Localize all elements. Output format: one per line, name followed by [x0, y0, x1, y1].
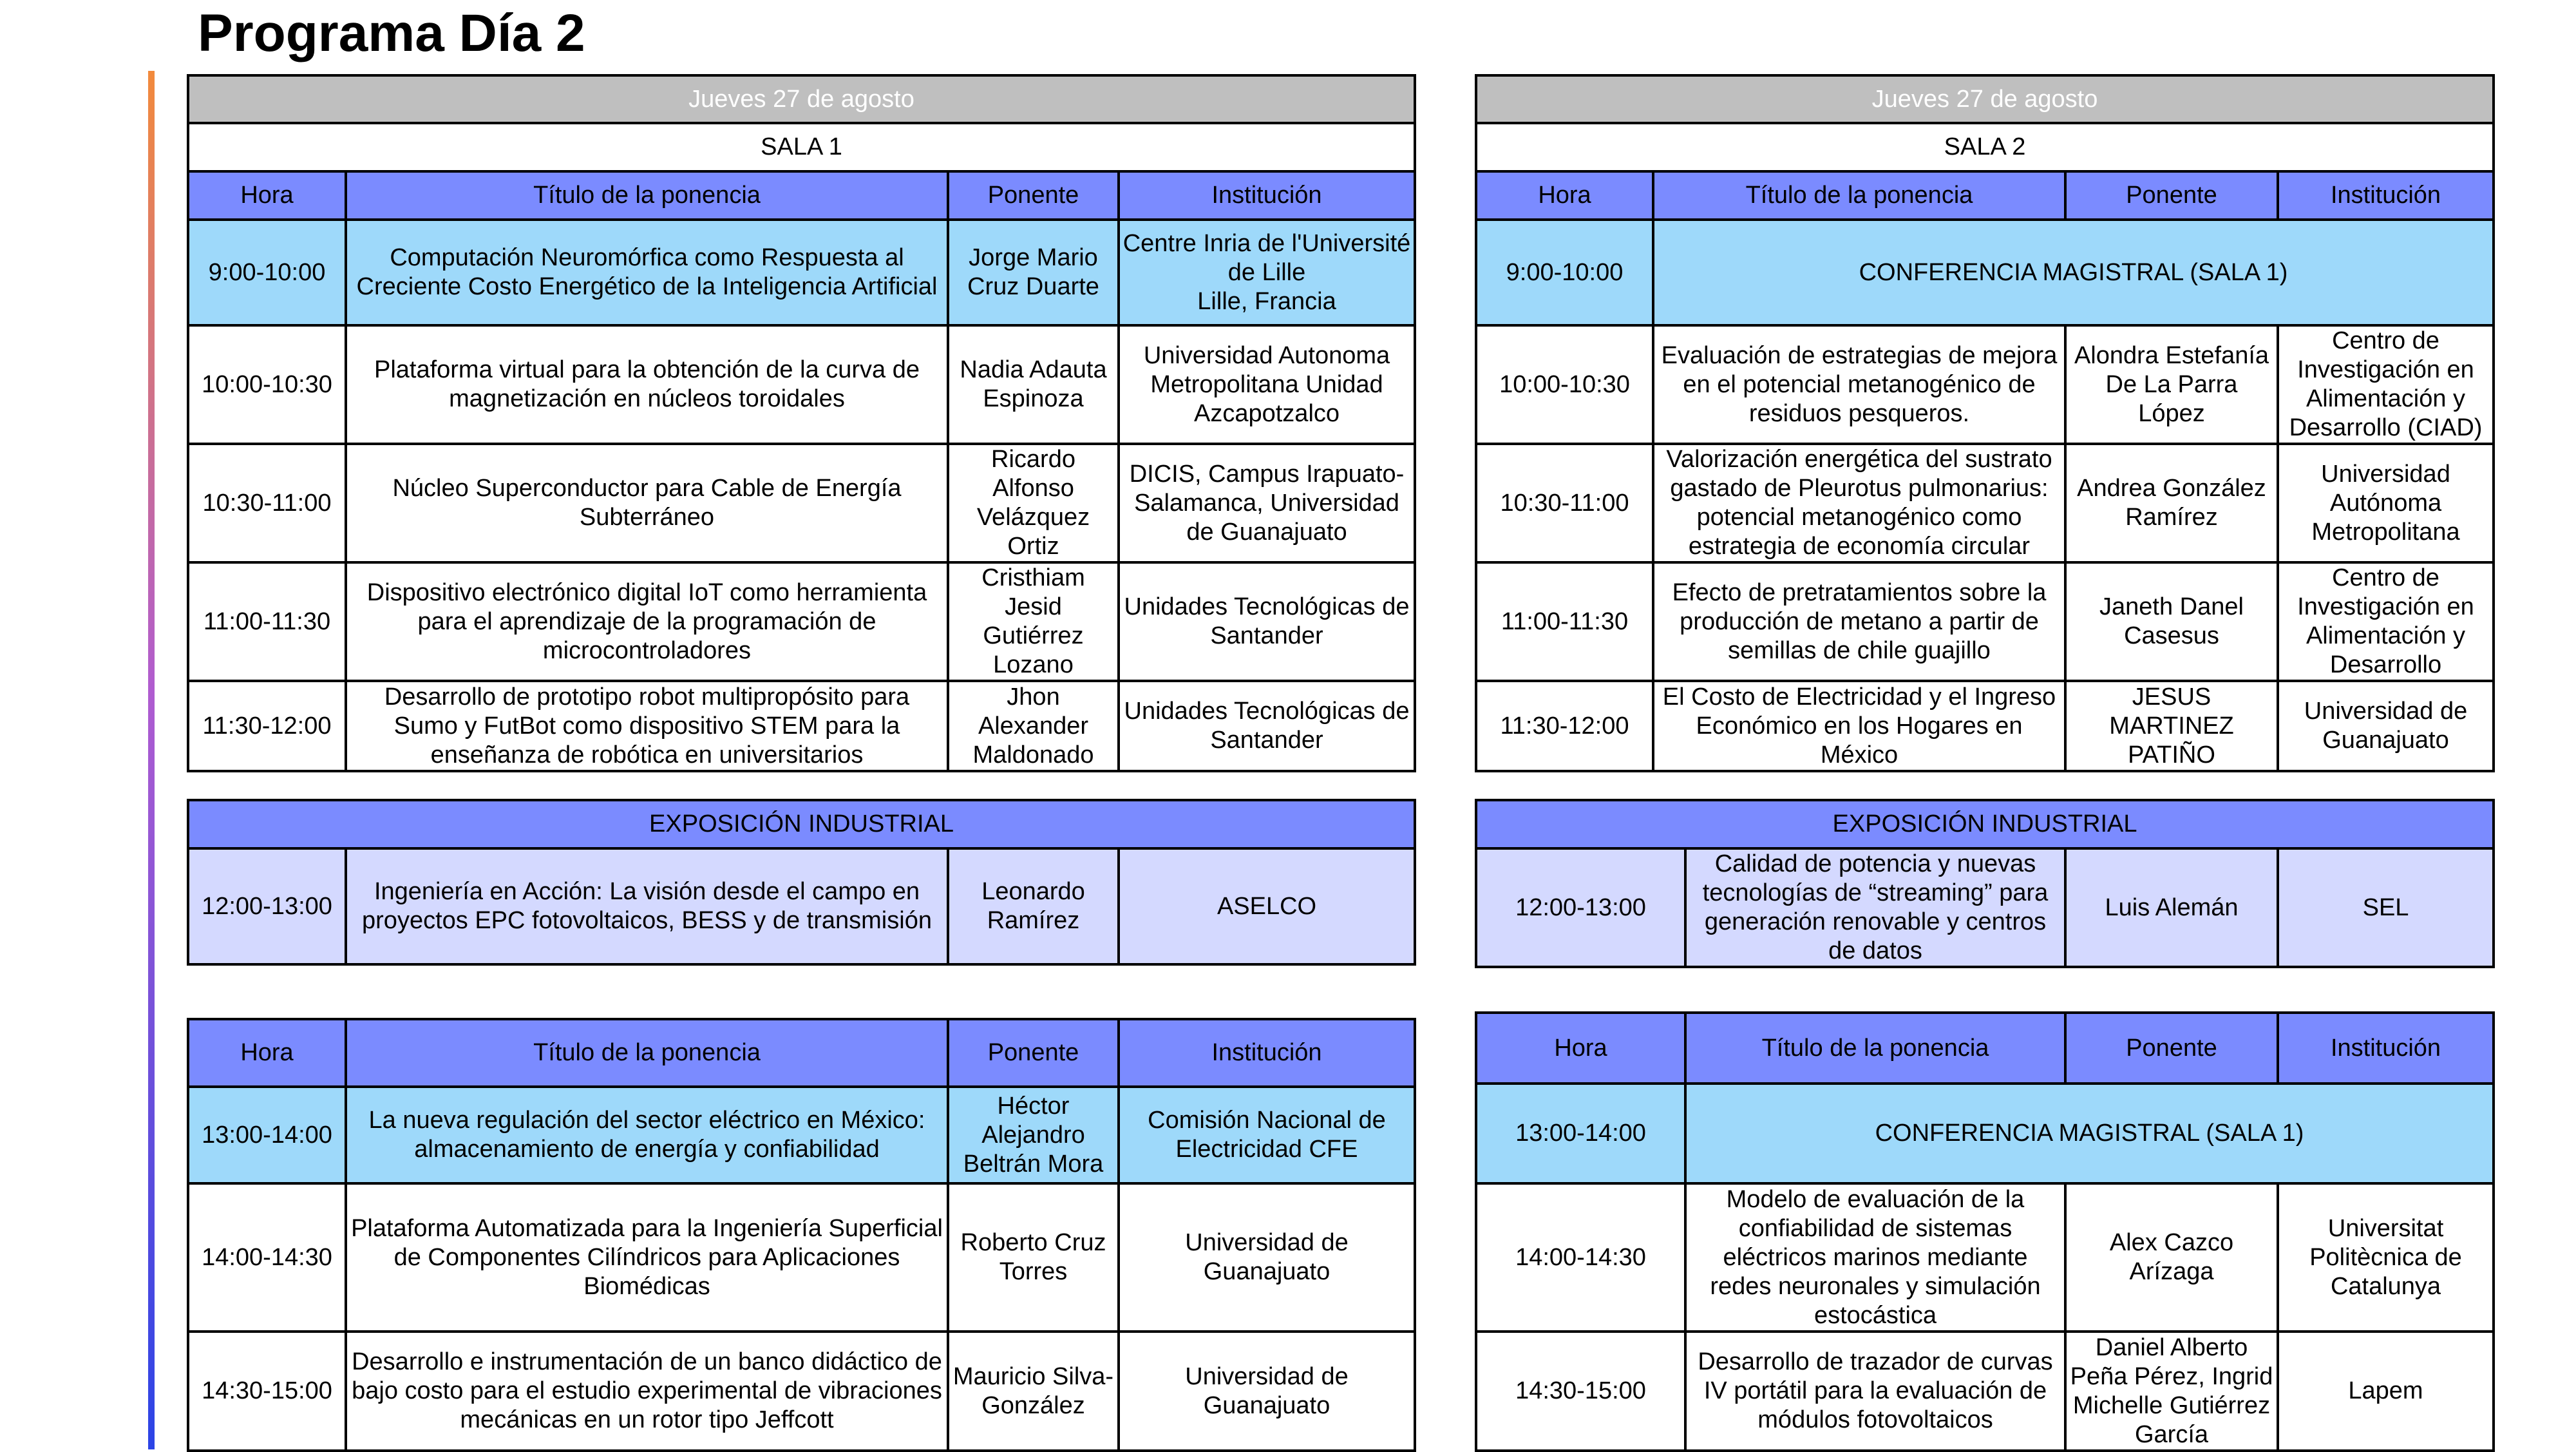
table-row — [188, 325, 1415, 444]
session-speaker: JESUS MARTINEZ PATIÑO — [2065, 681, 2278, 771]
session-institution: Centro de Investigación en Alimentación y Desarrollo (CIAD) — [2278, 325, 2494, 444]
session-time: 10:00-10:30 — [188, 325, 346, 444]
session-institution: SEL — [2278, 848, 2494, 967]
session-title: El Costo de Electricidad y el Ingreso Económico en los Hogares en México — [1653, 681, 2065, 771]
session-time: 12:00-13:00 — [1476, 848, 1685, 967]
session-time: 10:30-11:00 — [188, 444, 346, 562]
header-ponente: Ponente — [948, 1019, 1119, 1087]
table-row — [1476, 681, 2494, 771]
header-ponente: Ponente — [948, 171, 1119, 220]
sala1-morning-table — [187, 74, 1416, 772]
session-institution: Universidad Autónoma Metropolitana — [2278, 444, 2494, 562]
table-row — [1476, 848, 2494, 967]
header-titulo: Título de la ponencia — [346, 1019, 948, 1087]
header-ponente: Ponente — [2065, 1013, 2278, 1084]
session-time: 9:00-10:00 — [1476, 220, 1653, 325]
sala1-date: Jueves 27 de agosto — [188, 75, 1415, 123]
keynote-label: CONFERENCIA MAGISTRAL (SALA 1) — [1653, 220, 2494, 325]
session-speaker: Ricardo Alfonso Velázquez Ortiz — [948, 444, 1119, 562]
session-time: 14:30-15:00 — [1476, 1332, 1685, 1451]
session-time: 12:00-13:00 — [188, 848, 346, 964]
table-row — [188, 1332, 1415, 1451]
table-row — [1476, 1332, 2494, 1451]
sala2-expo-table — [1475, 799, 2495, 968]
session-title: Efecto de pretratamientos sobre la producción de metano a partir de semillas de chile guajillo — [1653, 562, 2065, 681]
session-institution: Comisión Nacional de Electricidad CFE — [1119, 1087, 1415, 1183]
session-title: Plataforma Automatizada para la Ingeniería Superficial de Componentes Cilíndricos para Aplicaciones Biomédicas — [346, 1183, 948, 1332]
session-title: Desarrollo de trazador de curvas IV portátil para la evaluación de módulos fotovoltaicos — [1685, 1332, 2065, 1451]
session-speaker: Alondra Estefanía De La Parra López — [2065, 325, 2278, 444]
table-row — [1476, 562, 2494, 681]
session-time: 11:00-11:30 — [188, 562, 346, 681]
session-institution: DICIS, Campus Irapuato-Salamanca, Universidad de Guanajuato — [1119, 444, 1415, 562]
session-title: Valorización energética del sustrato gastado de Pleurotus pulmonarius: potencial metanogénico como estrategia de economía circular — [1653, 444, 2065, 562]
page-title: Programa Día 2 — [198, 4, 585, 62]
session-institution: Universidad de Guanajuato — [2278, 681, 2494, 771]
session-speaker: Héctor Alejandro Beltrán Mora — [948, 1087, 1119, 1183]
header-institucion: Institución — [1119, 1019, 1415, 1087]
header-institucion: Institución — [2278, 171, 2494, 220]
session-institution: Universidad de Guanajuato — [1119, 1183, 1415, 1332]
expo-title: EXPOSICIÓN INDUSTRIAL — [1476, 800, 2494, 848]
session-title: Ingeniería en Acción: La visión desde el campo en proyectos EPC fotovoltaicos, BESS y de transmisión — [346, 848, 948, 964]
session-speaker: Jhon Alexander Maldonado — [948, 681, 1119, 771]
table-row — [1476, 1084, 2494, 1183]
sala2-afternoon-table — [1475, 1011, 2495, 1452]
session-title: Núcleo Superconductor para Cable de Energía Subterráneo — [346, 444, 948, 562]
session-time: 13:00-14:00 — [188, 1087, 346, 1183]
session-speaker: Janeth Danel Casesus — [2065, 562, 2278, 681]
session-time: 10:30-11:00 — [1476, 444, 1653, 562]
table-row — [188, 848, 1415, 964]
session-institution: Lapem — [2278, 1332, 2494, 1451]
session-speaker: Roberto Cruz Torres — [948, 1183, 1119, 1332]
session-title: Desarrollo e instrumentación de un banco didáctico de bajo costo para el estudio experimental de vibraciones mecánicas en un rotor tipo Jeffcott — [346, 1332, 948, 1451]
session-speaker: Daniel Alberto Peña Pérez, Ingrid Michelle Gutiérrez García — [2065, 1332, 2278, 1451]
session-institution: ASELCO — [1119, 848, 1415, 964]
session-institution: Centre Inria de l'Université de Lille Lille, Francia — [1119, 220, 1415, 325]
session-institution: Centro de Investigación en Alimentación y Desarrollo — [2278, 562, 2494, 681]
session-speaker: Jorge Mario Cruz Duarte — [948, 220, 1119, 325]
session-title: Modelo de evaluación de la confiabilidad de sistemas eléctricos marinos mediante redes neuronales y simulación estocástica — [1685, 1183, 2065, 1332]
session-speaker: Luis Alemán — [2065, 848, 2278, 967]
sala1-afternoon-table — [187, 1018, 1416, 1452]
table-row — [1476, 325, 2494, 444]
session-speaker: Nadia Adauta Espinoza — [948, 325, 1119, 444]
session-speaker: Mauricio Silva-González — [948, 1332, 1119, 1451]
accent-bar — [148, 71, 155, 1449]
table-row — [188, 220, 1415, 325]
session-speaker: Alex Cazco Arízaga — [2065, 1183, 2278, 1332]
header-institucion: Institución — [1119, 171, 1415, 220]
header-titulo: Título de la ponencia — [1685, 1013, 2065, 1084]
session-title: Computación Neuromórfica como Respuesta al Creciente Costo Energético de la Inteligencia Artificial — [346, 220, 948, 325]
session-institution: Unidades Tecnológicas de Santander — [1119, 681, 1415, 771]
sala1-expo-table — [187, 799, 1416, 966]
sala2-date: Jueves 27 de agosto — [1476, 75, 2494, 123]
session-time: 11:00-11:30 — [1476, 562, 1653, 681]
sala2-room-name: SALA 2 — [1476, 123, 2494, 171]
header-hora: Hora — [1476, 1013, 1685, 1084]
session-institution: Unidades Tecnológicas de Santander — [1119, 562, 1415, 681]
session-institution: Universidad Autonoma Metropolitana Unidad Azcapotzalco — [1119, 325, 1415, 444]
session-time: 11:30-12:00 — [188, 681, 346, 771]
session-time: 11:30-12:00 — [1476, 681, 1653, 771]
session-title: Calidad de potencia y nuevas tecnologías de “streaming” para generación renovable y centros de datos — [1685, 848, 2065, 967]
table-row — [1476, 444, 2494, 562]
header-ponente: Ponente — [2065, 171, 2278, 220]
table-row — [188, 681, 1415, 771]
expo-title: EXPOSICIÓN INDUSTRIAL — [188, 800, 1415, 848]
session-title: Dispositivo electrónico digital IoT como herramienta para el aprendizaje de la programación de microcontroladores — [346, 562, 948, 681]
table-row — [188, 444, 1415, 562]
table-row — [188, 562, 1415, 681]
header-titulo: Título de la ponencia — [1653, 171, 2065, 220]
table-row — [188, 1183, 1415, 1332]
session-time: 14:30-15:00 — [188, 1332, 346, 1451]
session-time: 14:00-14:30 — [188, 1183, 346, 1332]
session-title: Desarrollo de prototipo robot multipropósito para Sumo y FutBot como dispositivo STEM para la enseñanza de robótica en universitarios — [346, 681, 948, 771]
sala1-room-name: SALA 1 — [188, 123, 1415, 171]
session-time: 9:00-10:00 — [188, 220, 346, 325]
table-row — [1476, 1183, 2494, 1332]
session-time: 13:00-14:00 — [1476, 1084, 1685, 1183]
header-titulo: Título de la ponencia — [346, 171, 948, 220]
table-row — [188, 1087, 1415, 1183]
header-institucion: Institución — [2278, 1013, 2494, 1084]
session-title: Plataforma virtual para la obtención de la curva de magnetización en núcleos toroidales — [346, 325, 948, 444]
keynote-label: CONFERENCIA MAGISTRAL (SALA 1) — [1685, 1084, 2494, 1183]
session-institution: Universitat Politècnica de Catalunya — [2278, 1183, 2494, 1332]
session-title: La nueva regulación del sector eléctrico en México: almacenamiento de energía y confiabilidad — [346, 1087, 948, 1183]
sala2-morning-table — [1475, 74, 2495, 772]
header-hora: Hora — [188, 1019, 346, 1087]
header-hora: Hora — [1476, 171, 1653, 220]
session-speaker: Andrea González Ramírez — [2065, 444, 2278, 562]
session-speaker: Leonardo Ramírez — [948, 848, 1119, 964]
session-speaker: Cristhiam Jesid Gutiérrez Lozano — [948, 562, 1119, 681]
session-time: 10:00-10:30 — [1476, 325, 1653, 444]
session-institution: Universidad de Guanajuato — [1119, 1332, 1415, 1451]
header-hora: Hora — [188, 171, 346, 220]
table-row — [1476, 220, 2494, 325]
session-time: 14:00-14:30 — [1476, 1183, 1685, 1332]
session-title: Evaluación de estrategias de mejora en el potencial metanogénico de residuos pesqueros. — [1653, 325, 2065, 444]
